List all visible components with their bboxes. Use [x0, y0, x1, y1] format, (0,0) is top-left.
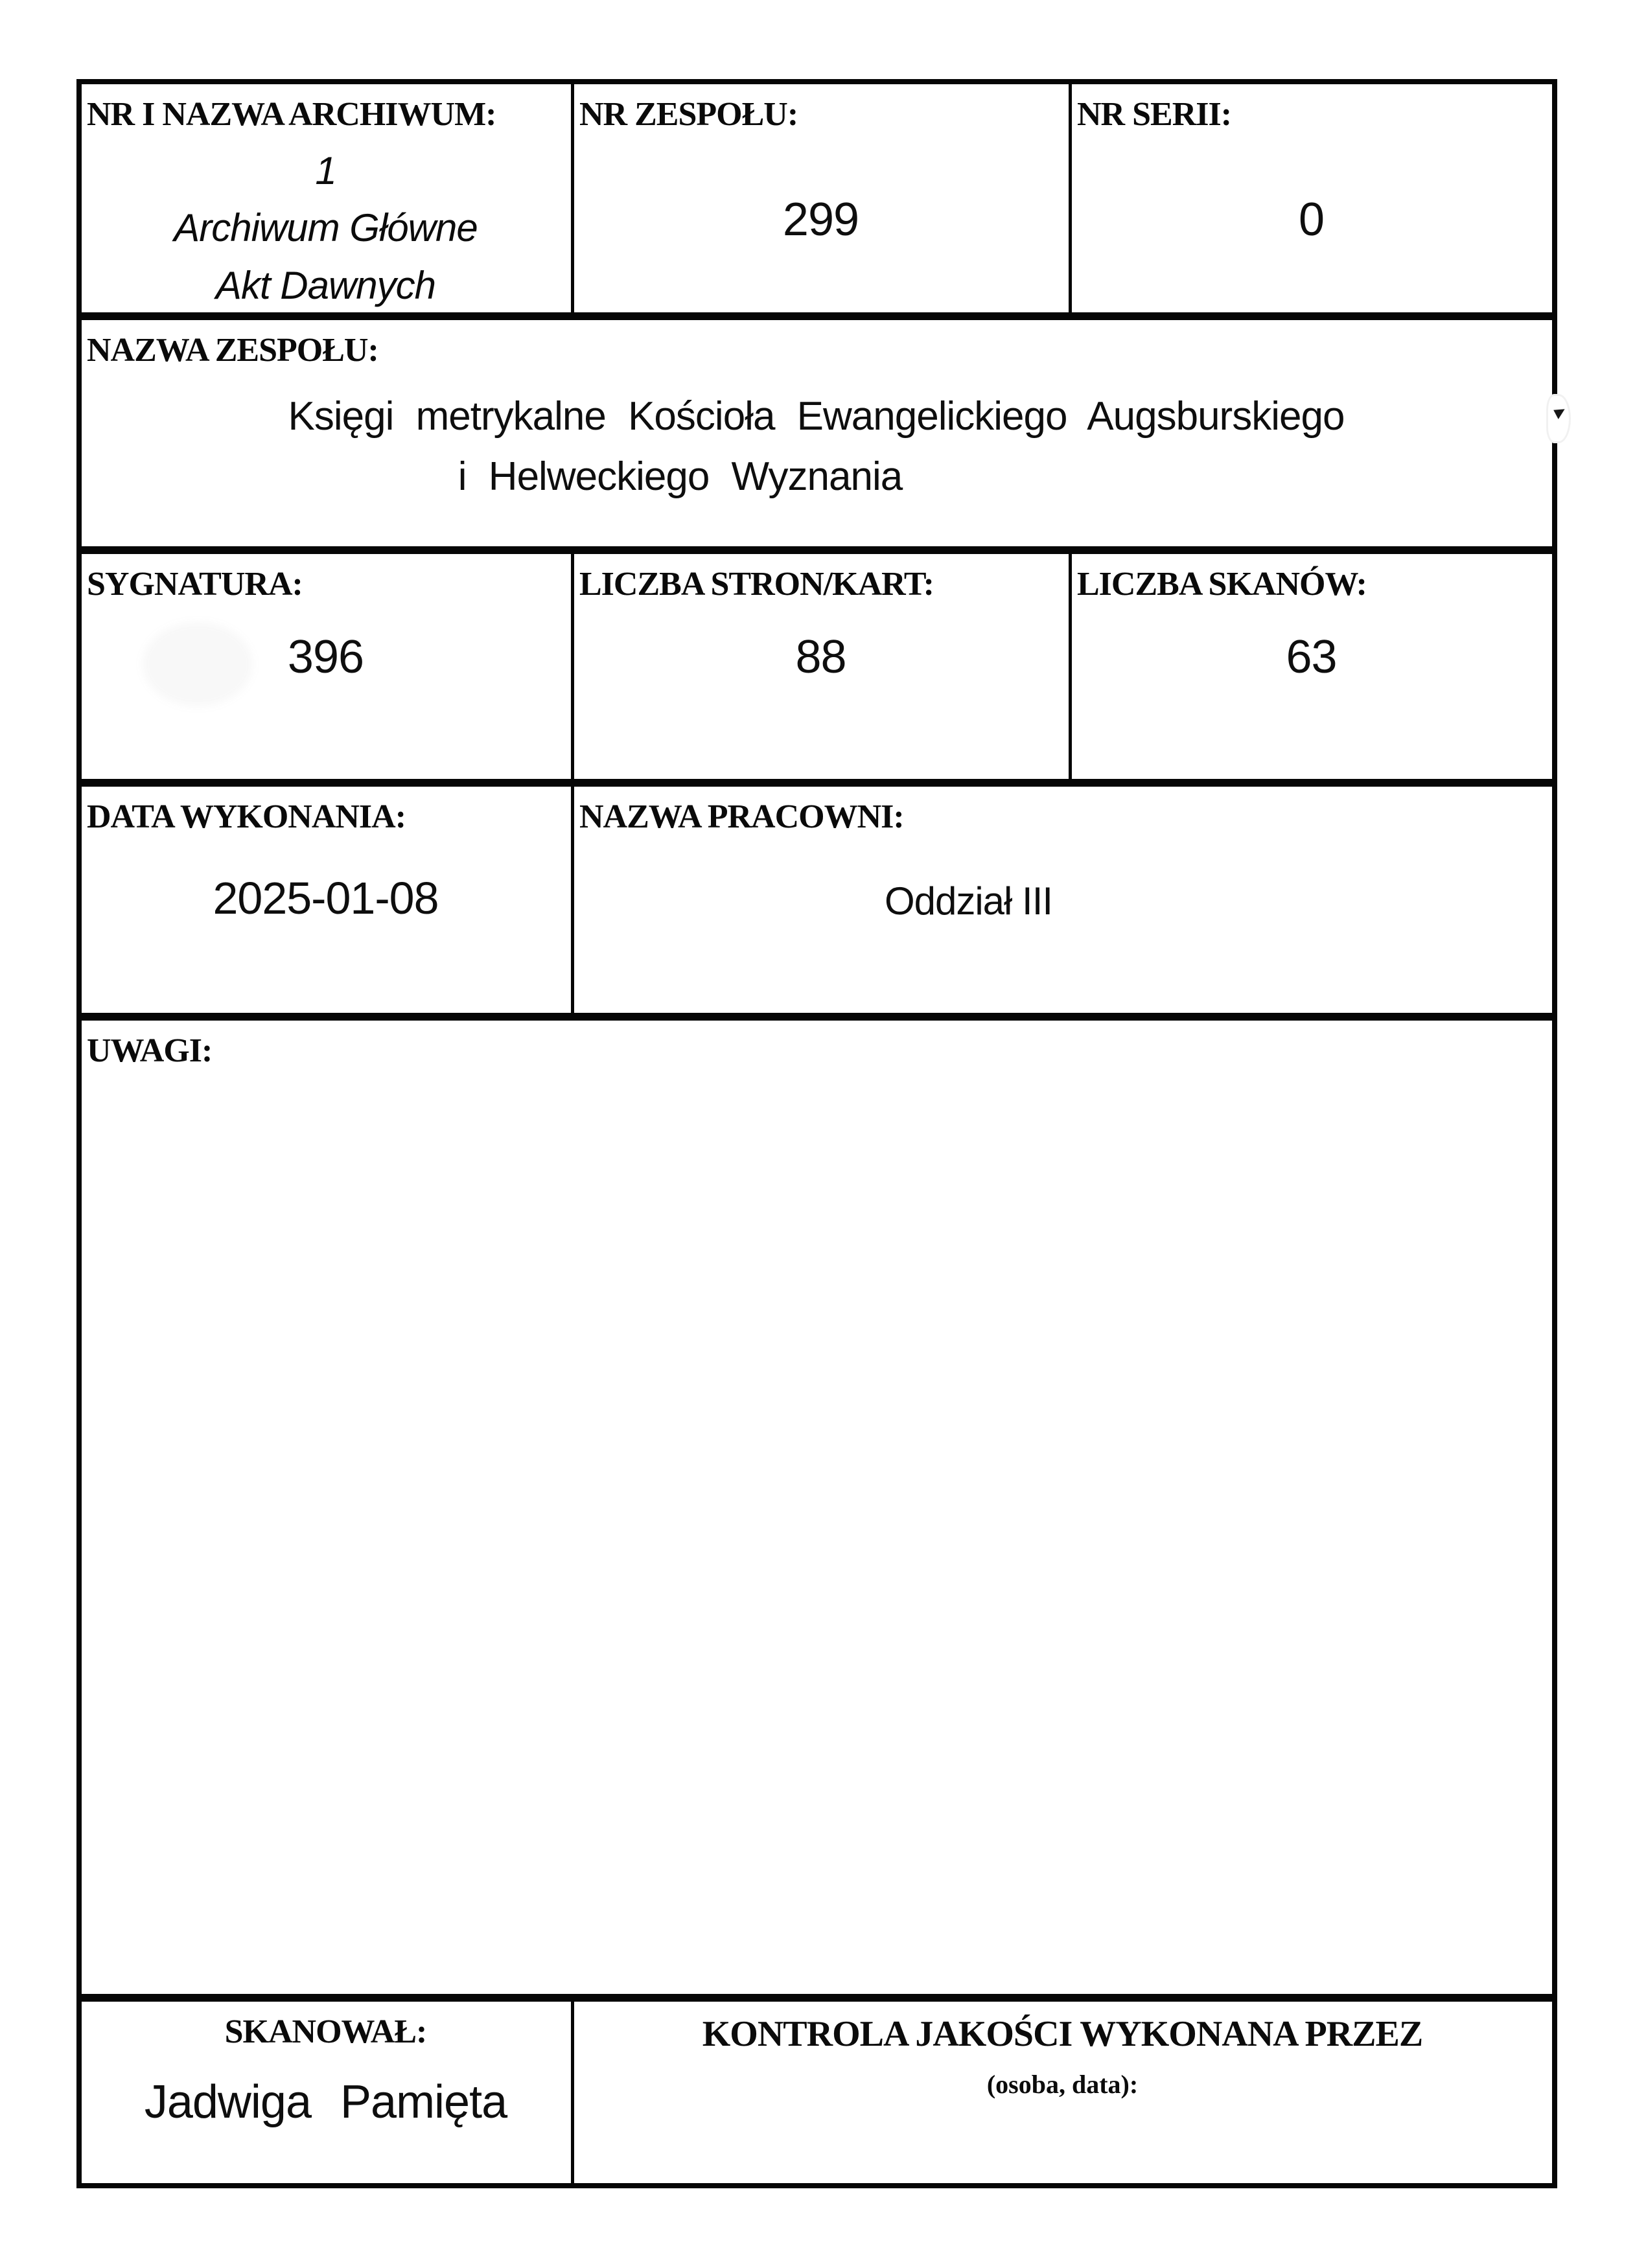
- field-value-nr-zespolu: 299: [782, 194, 859, 246]
- field-label-nazwa-zespolu: NAZWA ZESPOŁU:: [87, 332, 378, 369]
- field-value-nr-serii: 0: [1298, 194, 1325, 246]
- nazwa-zespolu-line-1: Księgi metrykalne Kościoła Ewangelickiego Augsburskiego: [288, 394, 1345, 439]
- field-value-archiwum: [87, 143, 564, 314]
- field-value-skanowal: Jadwiga Pamięta: [144, 2076, 507, 2129]
- cell-nr-zespolu: [571, 84, 1069, 312]
- field-label-data-wykonania: DATA WYKONANIA:: [87, 798, 406, 835]
- cell-liczba-stron: [571, 546, 1069, 779]
- cell-nr-i-nazwa-archiwum: [82, 84, 571, 312]
- cell-nr-serii: [1069, 84, 1552, 312]
- cell-nazwa-zespolu: [82, 312, 1552, 546]
- nazwa-zespolu-line-2: i Helweckiego Wyznania: [458, 454, 903, 500]
- field-label-nazwa-pracowni: NAZWA PRACOWNI:: [579, 798, 904, 835]
- field-label-liczba-skanow: LICZBA SKANÓW:: [1077, 566, 1367, 603]
- archiwum-line-1: 1: [315, 149, 336, 193]
- cell-skanowal: [82, 1994, 571, 2183]
- archiwum-line-2: Archiwum Główne: [174, 206, 478, 250]
- archiwum-line-3: Akt Dawnych: [215, 263, 436, 307]
- field-value-nazwa-zespolu: [87, 386, 1546, 507]
- form-table: [76, 79, 1557, 2188]
- field-value-sygnatura: 396: [287, 631, 364, 684]
- field-value-data-wykonania: 2025-01-08: [213, 873, 439, 924]
- field-sublabel-kontrola: (osoba, data):: [986, 2070, 1139, 2099]
- field-label-archiwum: NR I NAZWA ARCHIWUM:: [87, 96, 496, 133]
- cell-nazwa-pracowni: [571, 779, 1552, 1013]
- field-label-liczba-stron: LICZBA STRON/KART:: [579, 566, 934, 603]
- field-value-nazwa-pracowni: Oddział III: [884, 879, 1053, 923]
- field-label-kontrola: KONTROLA JAKOŚCI WYKONANA PRZEZ: [702, 2014, 1423, 2054]
- field-label-skanowal: SKANOWAŁ:: [224, 2013, 427, 2050]
- cell-kontrola-jakosci: [571, 1994, 1552, 2183]
- field-value-liczba-skanow: 63: [1286, 631, 1337, 684]
- field-label-nr-serii: NR SERII:: [1077, 96, 1232, 133]
- field-value-liczba-stron: 88: [795, 631, 846, 684]
- cell-uwagi: [82, 1013, 1552, 1994]
- field-label-sygnatura: SYGNATURA:: [87, 566, 303, 603]
- field-label-nr-zespolu: NR ZESPOŁU:: [579, 96, 798, 133]
- cell-liczba-skanow: [1069, 546, 1552, 779]
- scan-smudge-artifact: [143, 622, 253, 706]
- cell-data-wykonania: [82, 779, 571, 1013]
- field-label-uwagi: UWAGI:: [87, 1032, 213, 1069]
